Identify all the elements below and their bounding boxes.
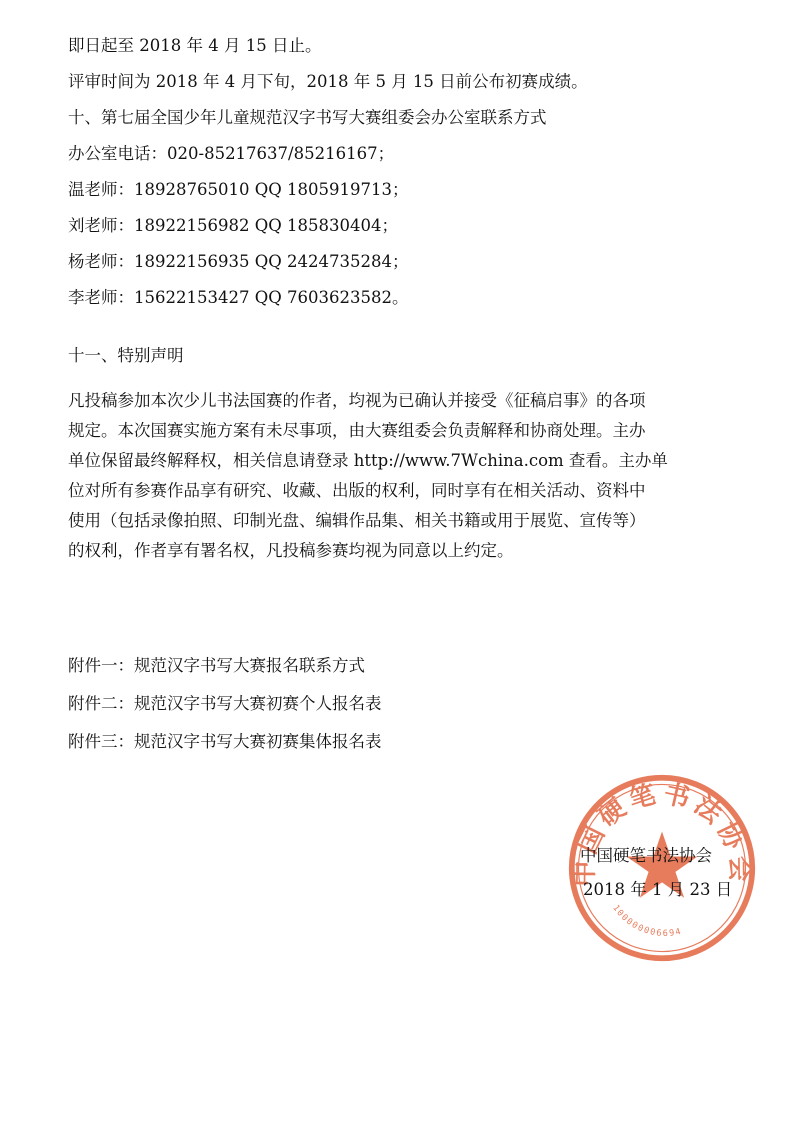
- contact-wen: 温老师：18928765010 QQ 1805919713；: [68, 180, 409, 199]
- statement-line: 使用（包括录像拍照、印制光盘、编辑作品集、相关书籍或用于展览、宣传等）: [68, 511, 646, 530]
- signature-date: 2018 年 1 月 23 日: [583, 880, 733, 899]
- signature-organization: 中国硬笔书法协会: [580, 846, 712, 865]
- attachment-two: 附件二：规范汉字书写大赛初赛个人报名表: [68, 694, 382, 713]
- statement-line: 规定。本次国赛实施方案有未尽事项，由大赛组委会负责解释和协商处理。主办: [68, 421, 646, 440]
- contact-liu: 刘老师：18922156982 QQ 185830404；: [68, 216, 398, 235]
- section-eleven-heading: 十一、特别声明: [68, 346, 184, 365]
- contact-yang: 杨老师：18922156935 QQ 2424735284；: [68, 252, 409, 271]
- seal-text: 中国硬笔书法协会: [569, 778, 755, 887]
- office-phone: 办公室电话：020-85217637/85216167；: [68, 144, 395, 163]
- review-schedule: 评审时间为 2018 年 4 月下旬，2018 年 5 月 15 日前公布初赛成绩。: [68, 72, 588, 91]
- official-seal-icon: [566, 772, 758, 964]
- registration-deadline: 即日起至 2018 年 4 月 15 日止。: [68, 36, 322, 55]
- seal-number: 100000006694: [610, 903, 684, 939]
- statement-line: 的权利，作者享有署名权，凡投稿参赛均视为同意以上约定。: [68, 541, 514, 560]
- attachment-three: 附件三：规范汉字书写大赛初赛集体报名表: [68, 732, 382, 751]
- statement-line: 单位保留最终解释权，相关信息请登录 http://www.7Wchina.com 查看。主办单: [68, 451, 668, 470]
- statement-line: 凡投稿参加本次少儿书法国赛的作者，均视为已确认并接受《征稿启事》的各项: [68, 391, 646, 410]
- statement-line: 位对所有参赛作品享有研究、收藏、出版的权利，同时享有在相关活动、资料中: [68, 481, 646, 500]
- contact-li: 李老师：15622153427 QQ 7603623582。: [68, 288, 409, 307]
- special-statement: [68, 386, 736, 566]
- attachment-one: 附件一：规范汉字书写大赛报名联系方式: [68, 656, 365, 675]
- section-ten-heading: 十、第七届全国少年儿童规范汉字书写大赛组委会办公室联系方式: [68, 108, 547, 127]
- svg-text:100000006694: [610, 903, 683, 939]
